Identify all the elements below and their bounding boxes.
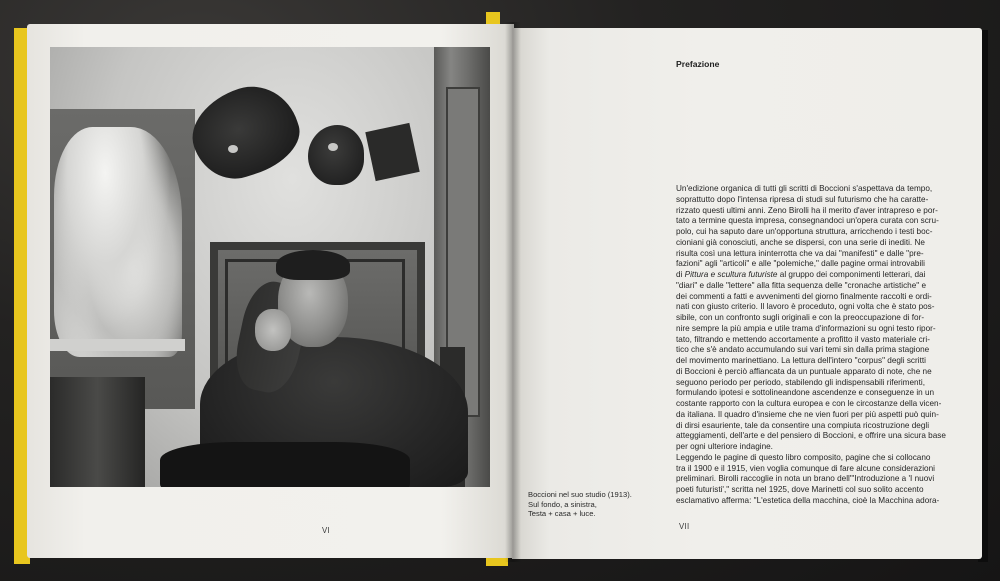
text-line: tato, filtrando e mettendo accortamente a profitto il vasto materiale cri- [676,334,930,344]
text-line: per ogni ulteriore indagine. [676,442,773,451]
text-line: "diari" e dalle "lettere" alla fitta sequenza delle "cronache artistiche" e [676,280,927,290]
palette-icon [308,125,364,185]
section-heading: Prefazione [676,59,720,69]
text-line: atteggiamenti, dell'arte e del pensiero di Boccioni, e offrire una sicura base [676,431,946,441]
text-line: da italiana. Il quadro d'insieme che ne vien fuori per più aspetti può quin- [676,409,939,419]
text-line: tico che s'è andato accumulando sui vari temi sin dalla prima stagione [676,345,930,355]
sculpture [54,127,182,357]
text-line: esclamativo afferma: "L'estetica della macchina, cioè la Macchina adora- [676,495,940,505]
text-line: formulando ipotesi e sottolineandone ascendenze e conseguenze in un [676,388,935,398]
text-line: tato a termine questa impresa, consegnandoci un'opera curata con scru- [676,216,939,226]
preface-body-text [676,184,962,507]
text-line: di dirsi esauriente, tale da consentire una compiuta ricostruzione degli [676,420,930,430]
text-line: nire sempre la più ampia e utile trama d'informazioni su ogni testo ripor- [676,323,936,333]
text-line: di Boccioni è perciò affiancata da un puntuale apparato di note, che ne [676,366,932,376]
text-line: di Pittura e scultura futuriste al gruppo dei componimenti letterari, dai [676,270,926,279]
text-line: poeti futuristi'," scritta nel 1925, dove Marinetti col suo solito accento [676,485,924,494]
text-line: dei commenti a fatti e avvenimenti del giorno finalmente raccolti e ordi- [676,291,932,301]
photo-caption [528,490,648,519]
text-line: Un'edizione organica di tutti gli scritti di Boccioni s'aspettava da tempo, [676,184,933,193]
text-line: tra il 1900 e il 1915, vien voglia comunque di fare alcune considerazioni [676,463,935,473]
page-number-left: VI [322,526,330,535]
text-line: soprattutto dopo l'intensa ripresa di studi sul futurismo che ha caratte- [676,194,929,204]
text-line: seguono periodo per periodo, stabilendo gli indispensabili riferimenti, [676,377,925,387]
text-line: nati con giusto criterio. Il lavoro è proceduto, ogni volta che è stato pos- [676,302,935,312]
text-line: polo, cui ha saputo dare un'opportuna struttura, arricchendo i testi boc- [676,227,933,236]
text-line: risulta così una lettura ininterrotta che va dai "manifesti" e dalle "pre- [676,248,924,258]
text-line: sibile, con un confronto sugli originali e con la preoccupazione di for- [676,313,925,322]
text-line: cioniani già conosciuti, anche se dispersi, con una serie di inediti. Ne [676,237,925,247]
page-number-right: VII [679,522,690,531]
text-line: preliminari. Birolli raccoglie in nota un brano dell'"Introduzione a 'I nuovi [676,474,935,484]
text-line: Leggendo le pagine di questo libro composito, pagine che si collocano [676,452,931,462]
caption-line: Testa + casa + luce. [528,509,596,519]
caption-line: Boccioni nel suo studio (1913). [528,490,632,499]
text-line: fazioni" agli "articoli" e alle "polemiche," dalle pagine ormai introvabili [676,259,925,269]
studio-photograph [50,47,490,487]
text-line: del movimento marinettiano. La lettura dell'intero "corpus" degli scritti [676,356,926,365]
book-gutter [505,22,521,562]
caption-line: Sul fondo, a sinistra, [528,499,597,509]
text-line: costante rapporto con la cultura europea e con le circostanze della vicen- [676,399,942,408]
text-line: rizzato questi ultimi anni. Zeno Birolli ha il merito d'aver intrapreso e por- [676,205,938,215]
book-cover-edge-top [486,12,500,24]
